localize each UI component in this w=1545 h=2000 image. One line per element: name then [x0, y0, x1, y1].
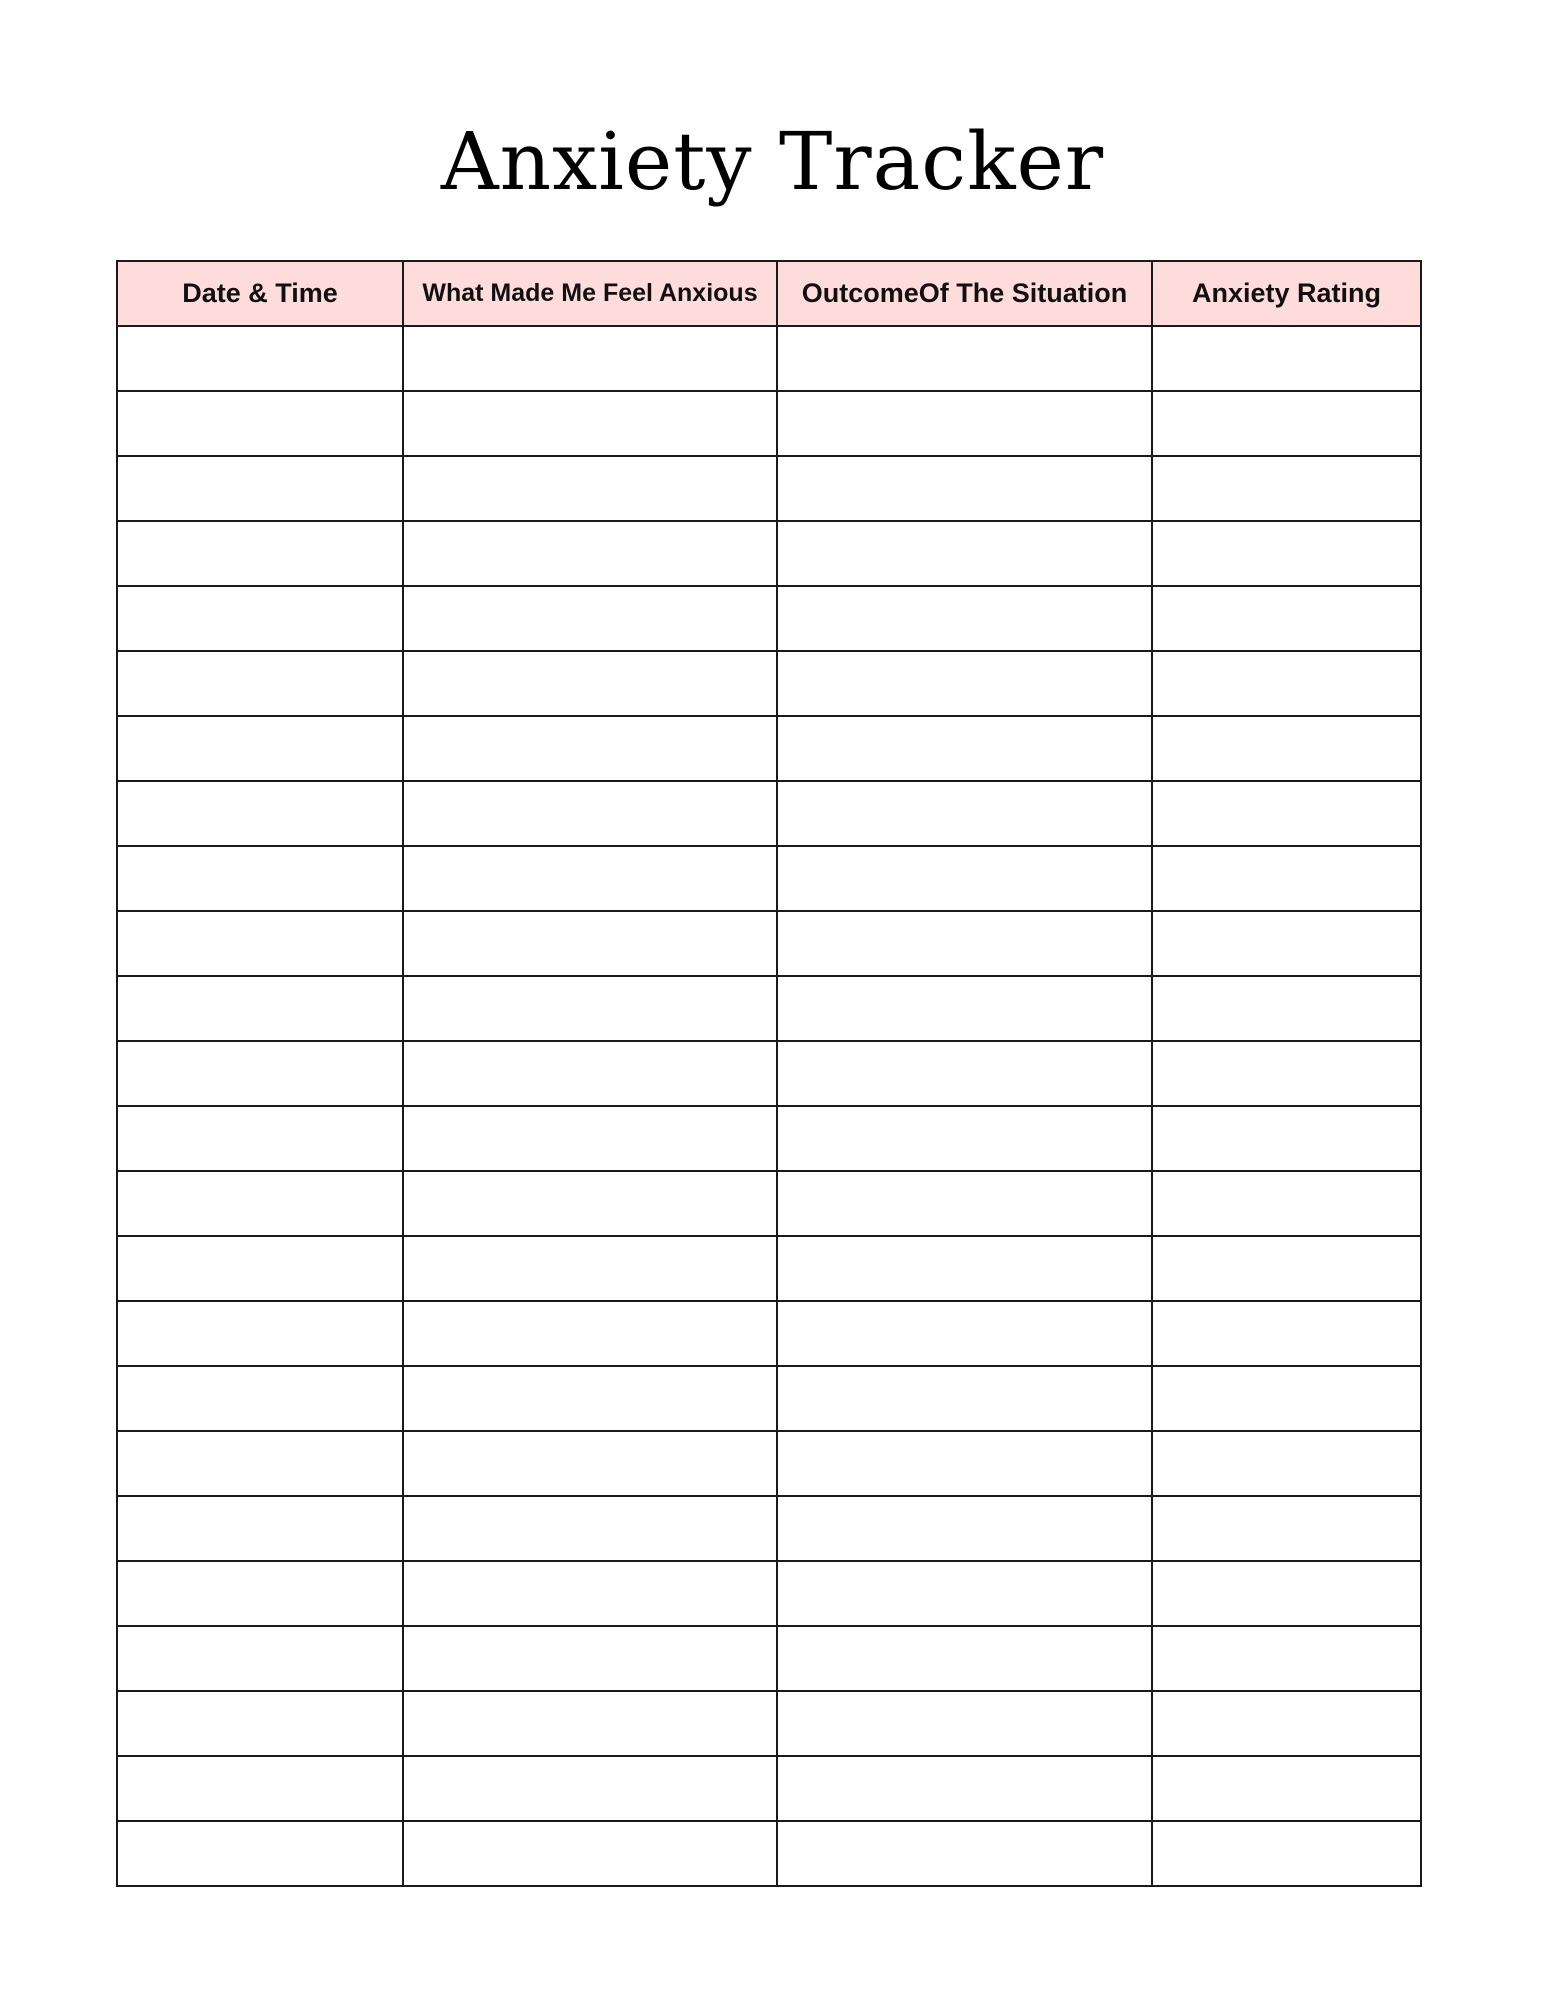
- page-title: Anxiety Tracker: [440, 115, 1105, 208]
- cell-date-time[interactable]: [117, 521, 403, 586]
- table-row: [117, 326, 1421, 391]
- cell-outcome[interactable]: [777, 1041, 1152, 1106]
- cell-trigger[interactable]: [403, 1821, 777, 1886]
- cell-outcome[interactable]: [777, 1691, 1152, 1756]
- cell-date-time[interactable]: [117, 1301, 403, 1366]
- cell-trigger[interactable]: [403, 911, 777, 976]
- table-row: [117, 1561, 1421, 1626]
- table-row: [117, 1496, 1421, 1561]
- cell-outcome[interactable]: [777, 586, 1152, 651]
- cell-outcome[interactable]: [777, 1366, 1152, 1431]
- cell-rating[interactable]: [1152, 911, 1421, 976]
- table-row: [117, 1236, 1421, 1301]
- cell-trigger[interactable]: [403, 651, 777, 716]
- cell-date-time[interactable]: [117, 1041, 403, 1106]
- table-row: [117, 521, 1421, 586]
- cell-trigger[interactable]: [403, 1561, 777, 1626]
- cell-date-time[interactable]: [117, 586, 403, 651]
- cell-trigger[interactable]: [403, 1171, 777, 1236]
- cell-rating[interactable]: [1152, 1171, 1421, 1236]
- cell-rating[interactable]: [1152, 521, 1421, 586]
- cell-rating[interactable]: [1152, 716, 1421, 781]
- table-body: [117, 326, 1421, 1886]
- cell-outcome[interactable]: [777, 781, 1152, 846]
- cell-outcome[interactable]: [777, 1236, 1152, 1301]
- cell-outcome[interactable]: [777, 391, 1152, 456]
- cell-rating[interactable]: [1152, 1301, 1421, 1366]
- cell-outcome[interactable]: [777, 1171, 1152, 1236]
- cell-outcome[interactable]: [777, 846, 1152, 911]
- cell-rating[interactable]: [1152, 1561, 1421, 1626]
- cell-outcome[interactable]: [777, 1626, 1152, 1691]
- cell-rating[interactable]: [1152, 1496, 1421, 1561]
- table-row: [117, 1431, 1421, 1496]
- cell-date-time[interactable]: [117, 1496, 403, 1561]
- table-row: [117, 1756, 1421, 1821]
- cell-date-time[interactable]: [117, 1561, 403, 1626]
- table-row: [117, 1626, 1421, 1691]
- cell-rating[interactable]: [1152, 1431, 1421, 1496]
- header-what-made-me-feel-anxious: What Made Me Feel Anxious: [403, 261, 777, 326]
- table-row: [117, 651, 1421, 716]
- table-row: [117, 1106, 1421, 1171]
- table-row: [117, 1366, 1421, 1431]
- cell-date-time[interactable]: [117, 1106, 403, 1171]
- cell-outcome[interactable]: [777, 1756, 1152, 1821]
- cell-date-time[interactable]: [117, 911, 403, 976]
- header-outcome: OutcomeOf The Situation: [777, 261, 1152, 326]
- cell-rating[interactable]: [1152, 586, 1421, 651]
- cell-trigger[interactable]: [403, 1691, 777, 1756]
- cell-trigger[interactable]: [403, 586, 777, 651]
- table-row: [117, 911, 1421, 976]
- cell-trigger[interactable]: [403, 1106, 777, 1171]
- cell-date-time[interactable]: [117, 651, 403, 716]
- cell-trigger[interactable]: [403, 391, 777, 456]
- cell-rating[interactable]: [1152, 1821, 1421, 1886]
- cell-outcome[interactable]: [777, 521, 1152, 586]
- cell-outcome[interactable]: [777, 456, 1152, 521]
- cell-date-time[interactable]: [117, 391, 403, 456]
- cell-outcome[interactable]: [777, 1431, 1152, 1496]
- cell-rating[interactable]: [1152, 651, 1421, 716]
- table-row: [117, 586, 1421, 651]
- cell-outcome[interactable]: [777, 1561, 1152, 1626]
- cell-trigger[interactable]: [403, 781, 777, 846]
- cell-trigger[interactable]: [403, 976, 777, 1041]
- cell-trigger[interactable]: [403, 521, 777, 586]
- cell-date-time[interactable]: [117, 1626, 403, 1691]
- cell-date-time[interactable]: [117, 1171, 403, 1236]
- cell-trigger[interactable]: [403, 1431, 777, 1496]
- cell-trigger[interactable]: [403, 1041, 777, 1106]
- table-header-row: [117, 261, 1421, 326]
- cell-rating[interactable]: [1152, 456, 1421, 521]
- cell-date-time[interactable]: [117, 1236, 403, 1301]
- cell-trigger[interactable]: [403, 456, 777, 521]
- table-row: [117, 716, 1421, 781]
- cell-rating[interactable]: [1152, 846, 1421, 911]
- table-row: [117, 1041, 1421, 1106]
- cell-rating[interactable]: [1152, 326, 1421, 391]
- cell-date-time[interactable]: [117, 326, 403, 391]
- table-row: [117, 456, 1421, 521]
- table-row: [117, 391, 1421, 456]
- cell-date-time[interactable]: [117, 846, 403, 911]
- cell-trigger[interactable]: [403, 1301, 777, 1366]
- cell-outcome[interactable]: [777, 1821, 1152, 1886]
- cell-rating[interactable]: [1152, 1366, 1421, 1431]
- cell-date-time[interactable]: [117, 1691, 403, 1756]
- anxiety-tracker-table: [116, 260, 1422, 1887]
- table-row: [117, 1301, 1421, 1366]
- cell-rating[interactable]: [1152, 781, 1421, 846]
- cell-date-time[interactable]: [117, 781, 403, 846]
- table-row: [117, 1171, 1421, 1236]
- cell-outcome[interactable]: [777, 1496, 1152, 1561]
- cell-trigger[interactable]: [403, 716, 777, 781]
- cell-rating[interactable]: [1152, 1626, 1421, 1691]
- table-row: [117, 1691, 1421, 1756]
- cell-trigger[interactable]: [403, 1756, 777, 1821]
- cell-trigger[interactable]: [403, 1496, 777, 1561]
- cell-trigger[interactable]: [403, 1626, 777, 1691]
- cell-outcome[interactable]: [777, 1301, 1152, 1366]
- cell-rating[interactable]: [1152, 1756, 1421, 1821]
- cell-date-time[interactable]: [117, 716, 403, 781]
- cell-rating[interactable]: [1152, 1041, 1421, 1106]
- cell-trigger[interactable]: [403, 326, 777, 391]
- cell-outcome[interactable]: [777, 326, 1152, 391]
- header-anxiety-rating: Anxiety Rating: [1152, 261, 1421, 326]
- cell-outcome[interactable]: [777, 976, 1152, 1041]
- table-row: [117, 976, 1421, 1041]
- cell-outcome[interactable]: [777, 716, 1152, 781]
- table-row: [117, 846, 1421, 911]
- header-date-time: Date & Time: [117, 261, 403, 326]
- cell-rating[interactable]: [1152, 1106, 1421, 1171]
- cell-rating[interactable]: [1152, 976, 1421, 1041]
- cell-trigger[interactable]: [403, 1236, 777, 1301]
- cell-trigger[interactable]: [403, 846, 777, 911]
- cell-rating[interactable]: [1152, 391, 1421, 456]
- cell-date-time[interactable]: [117, 1431, 403, 1496]
- cell-date-time[interactable]: [117, 456, 403, 521]
- table-row: [117, 1821, 1421, 1886]
- cell-date-time[interactable]: [117, 976, 403, 1041]
- cell-outcome[interactable]: [777, 911, 1152, 976]
- cell-outcome[interactable]: [777, 1106, 1152, 1171]
- table-row: [117, 781, 1421, 846]
- cell-date-time[interactable]: [117, 1366, 403, 1431]
- cell-rating[interactable]: [1152, 1691, 1421, 1756]
- cell-trigger[interactable]: [403, 1366, 777, 1431]
- cell-outcome[interactable]: [777, 651, 1152, 716]
- cell-rating[interactable]: [1152, 1236, 1421, 1301]
- cell-date-time[interactable]: [117, 1821, 403, 1886]
- cell-date-time[interactable]: [117, 1756, 403, 1821]
